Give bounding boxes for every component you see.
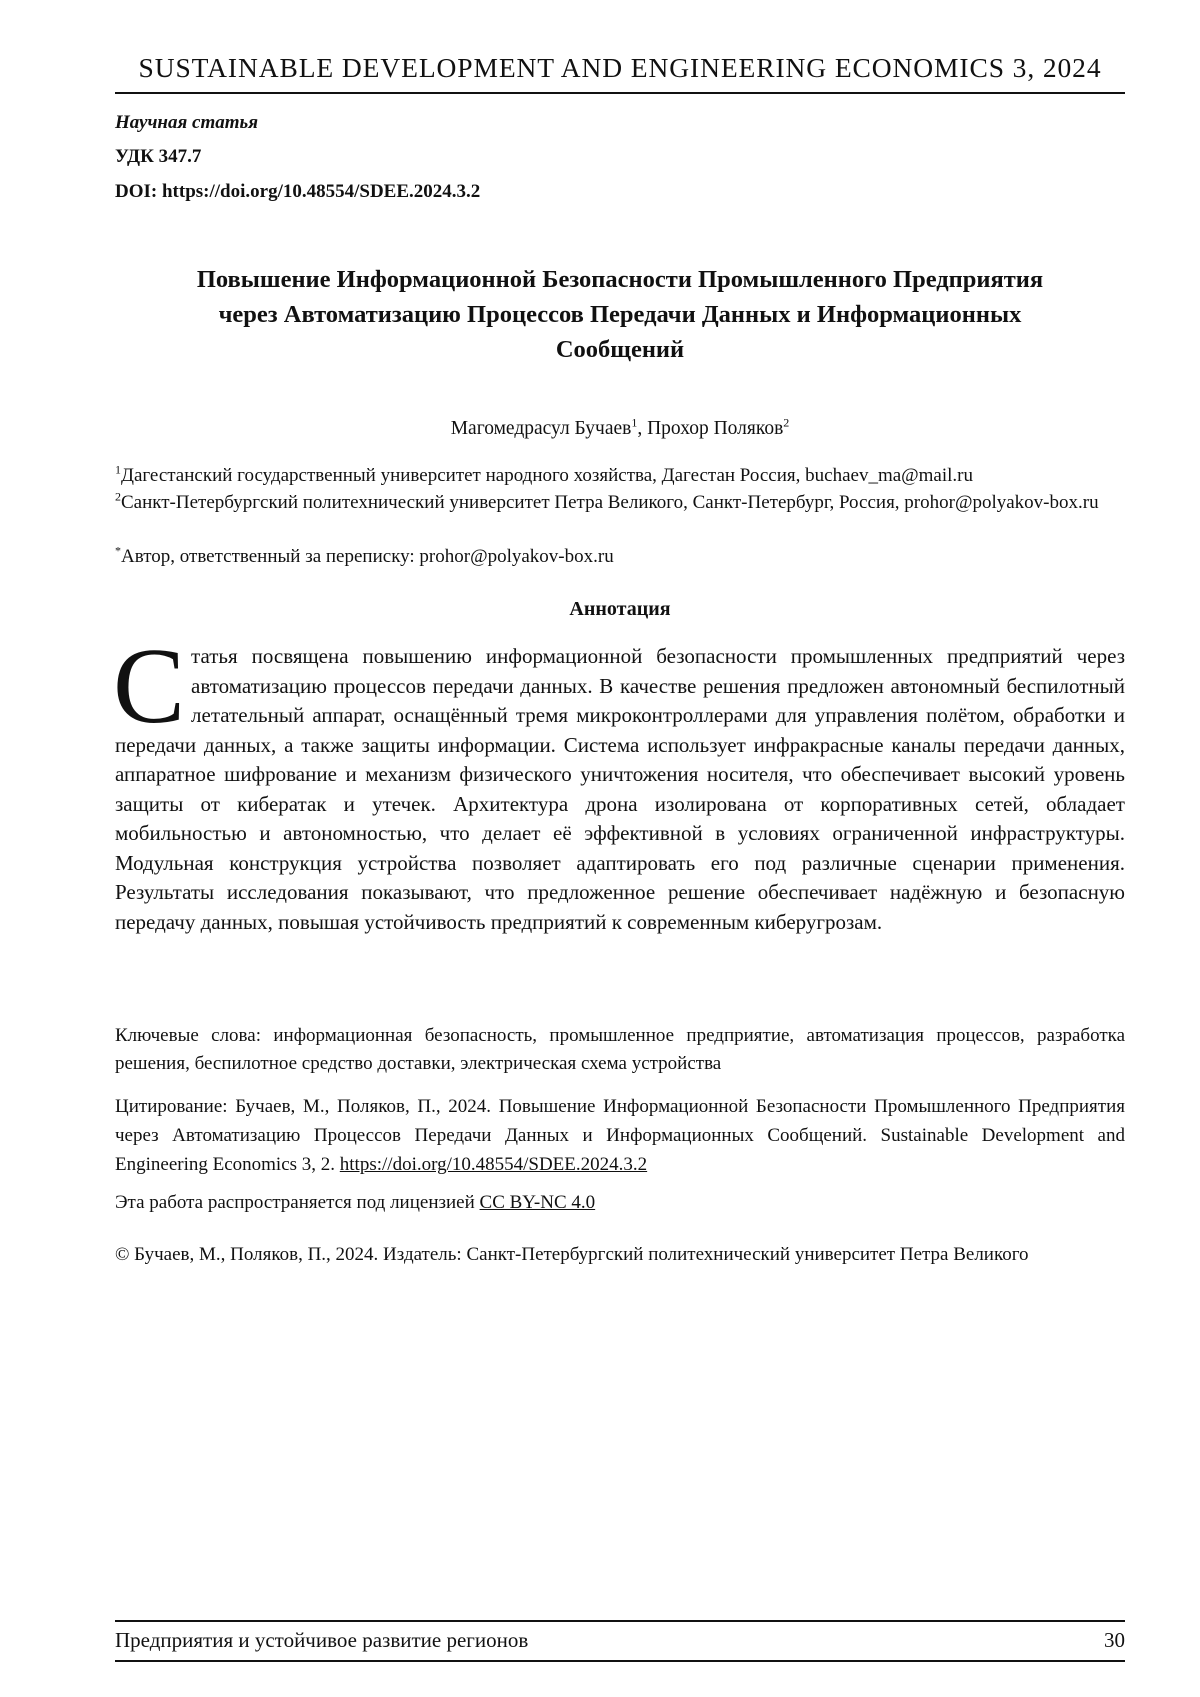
affiliation-1 (115, 462, 1125, 489)
journal-section: Предприятия и устойчивое развитие регионов (115, 1628, 529, 1652)
author-affiliation-mark: 1 (631, 415, 638, 430)
article-type: Научная статья (115, 112, 258, 133)
corresponding-mark: * (115, 543, 121, 558)
title-line-3: Сообщений (555, 336, 685, 363)
abstract-text: татья посвящена повышению информационной безопасности промышленных предприятий через автоматизацию процессов передачи данных. В качестве решения предложен автономный беспилотный летательный аппарат, оснащённый тремя микроконтроллерами для управления полётом, обработки и передачи данных, а также защиты информации. Система использует инфракрасные каналы передачи данных, аппаратное шифрование и механизм физического уничтожения носителя, что обеспечивает высокий уровень защиты от кибератак и утечек. Архитектура дрона изолирована от корпоративных сетей, обладает мобильностью и автономностью, что делает её эффективной в условиях ограниченной инфраструктуры. Модульная конструкция устройства позволяет адаптировать его под различные сценарии применения. Результаты исследования показывают, что предложенное решение обеспечивает надёжную и безопасную передачу данных, повышая устойчивость предприятий к современным киберугрозам. (115, 644, 1125, 934)
author-separator: , (637, 418, 648, 439)
footer-rule-bottom (115, 1660, 1125, 1662)
author-list (115, 415, 1125, 440)
affiliation-mark: 1 (115, 462, 121, 477)
license-text: Эта работа распространяется под лицензией (115, 1192, 480, 1213)
copyright: © Бучаев, М., Поляков, П., 2024. Издатель: Санкт-Петербургский политехнический университет Петра Великого (115, 1244, 1029, 1265)
citation (115, 1092, 1125, 1179)
affiliation-text: Дагестанский государственный университет народного хозяйства, Дагестан Россия, buchaev_ma@mail.ru (121, 465, 974, 486)
doi-line: DOI: https://doi.org/10.48554/SDEE.2024.3.2 (115, 181, 481, 202)
corresponding-author (115, 543, 1125, 570)
page-number: 30 (1104, 1628, 1125, 1652)
article-title (115, 262, 1125, 367)
citation-doi-link[interactable]: https://doi.org/10.48554/SDEE.2024.3.2 (339, 1154, 648, 1175)
footer-rule-top (115, 1620, 1125, 1622)
license-line (115, 1192, 1125, 1214)
author-affiliation-mark: 2 (783, 415, 790, 430)
license-link[interactable]: CC BY-NC 4.0 (479, 1192, 596, 1213)
header-rule (115, 92, 1125, 94)
citation-text: Цитирование: Бучаев, М., Поляков, П., 2024. Повышение Информационной Безопасности Промышленного Предприятия через Автоматизацию Процессов Передачи Данных и Информационных Сообщений. Sustainable Development and Engineering Economics 3, 2. (115, 1096, 1125, 1175)
title-line-1: Повышение Информационной Безопасности Промышленного Предприятия (196, 266, 1044, 293)
article-page (115, 0, 1125, 1697)
author-name: Магомедрасул Бучаев (450, 418, 632, 439)
author-name: Прохор Поляков (647, 418, 784, 439)
abstract-heading: Аннотация (569, 598, 671, 620)
page-footer (115, 1628, 1125, 1653)
affiliation-text: Санкт-Петербургский политехнический университет Петра Великого, Санкт-Петербург, Россия, prohor@polyakov-box.ru (121, 492, 1099, 513)
affiliation-mark: 2 (115, 489, 121, 504)
affiliation-2 (115, 489, 1125, 516)
drop-cap: С (113, 627, 186, 746)
udc-code: УДК 347.7 (115, 146, 202, 167)
abstract-body (113, 627, 1125, 937)
title-line-2: через Автоматизацию Процессов Передачи Данных и Информационных (218, 301, 1022, 328)
journal-running-head: SUSTAINABLE DEVELOPMENT AND ENGINEERING ECONOMICS 3, 2024 (138, 52, 1102, 83)
keywords: Ключевые слова: информационная безопасность, промышленное предприятие, автоматизация процессов, разработка решения, беспилотное средство доставки, электрическая схема устройства (115, 1025, 1125, 1074)
corresponding-text: Автор, ответственный за переписку: prohor@polyakov-box.ru (121, 546, 614, 567)
